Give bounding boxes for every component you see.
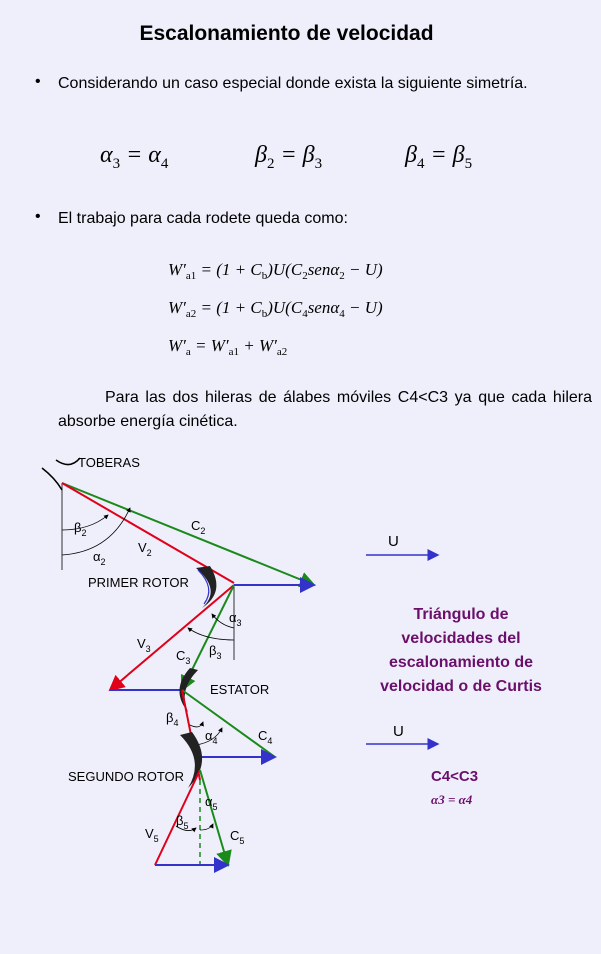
label-u-1: U — [388, 533, 399, 550]
label-primer-rotor: PRIMER ROTOR — [88, 575, 189, 590]
bullet-text-2: El trabajo para cada rodete queda como: — [58, 210, 348, 227]
svg-text:β3: $\beta_3$ — [209, 643, 222, 661]
relation-alpha: α3 = α4 — [431, 792, 473, 807]
label-segundo-rotor: SEGUNDO ROTOR — [68, 769, 185, 784]
caption-line-1: Triángulo de — [413, 606, 509, 623]
label-u-2: U — [393, 723, 404, 740]
symmetry-alpha: $\alpha_3 = \alpha_4$ — [100, 142, 169, 172]
svg-text:β2: $\beta_2$ — [74, 520, 87, 538]
svg-text:V2: $V_2$ — [138, 540, 152, 558]
bullet-text-1: Considerando un caso especial donde exista la siguiente simetría. — [58, 75, 528, 92]
svg-text:α3: $\alpha_3$ — [229, 610, 242, 628]
vector-c2 — [62, 483, 314, 585]
svg-text:V5: $V_5$ — [145, 826, 159, 844]
svg-text:α2: $\alpha_2$ — [93, 549, 106, 567]
equation-1: $W'_{a1} = (1 + C_b)U(C_2sen\alpha_2 - U)$ — [168, 260, 383, 282]
svg-text:C3: $C_3$ — [176, 648, 191, 666]
equation-3: $W'_a = W'_{a1} + W'_{a2}$ — [168, 336, 288, 358]
nozzle-shape — [56, 458, 80, 465]
svg-text:β5: $\beta_5$ — [176, 813, 189, 831]
bullet-dot: • — [35, 208, 41, 225]
svg-text:α4: $\alpha_4$ — [205, 728, 218, 746]
svg-text:α5: $\alpha_5$ — [205, 794, 218, 812]
caption-line-2: velocidades del — [401, 630, 521, 647]
symmetry-beta-23: $\beta_2 = \beta_3$ — [255, 142, 323, 172]
svg-text:C4: $C_4$ — [258, 728, 273, 746]
vector-v3 — [110, 585, 234, 690]
equation-2: $W'_{a2} = (1 + C_b)U(C_4sen\alpha_4 - U)$ — [168, 298, 383, 320]
symmetry-beta-45: $\beta_4 = \beta_5$ — [405, 142, 473, 172]
nozzle-shape — [42, 468, 62, 490]
svg-text:β4: $\beta_4$ — [166, 710, 179, 728]
label-estator: ESTATOR — [210, 682, 270, 697]
paragraph: Para las dos hileras de álabes móviles C4<C3 ya que cada hilera absorbe energía cinética. — [58, 389, 592, 430]
svg-text:C5: $C_5$ — [230, 828, 245, 846]
vector-c5 — [200, 770, 228, 865]
label-toberas: TOBERAS — [78, 455, 140, 470]
caption-line-4: velocidad o de Curtis — [380, 678, 542, 695]
bullet-dot: • — [35, 73, 41, 90]
caption-line-3: escalonamiento de — [388, 654, 534, 671]
page-title: Escalonamiento de velocidad — [139, 22, 434, 45]
svg-text:C2: $C_2$ — [191, 518, 206, 536]
svg-text:V3: $V_3$ — [137, 636, 151, 654]
relation-c4-c3: C4<C3 — [431, 768, 479, 785]
